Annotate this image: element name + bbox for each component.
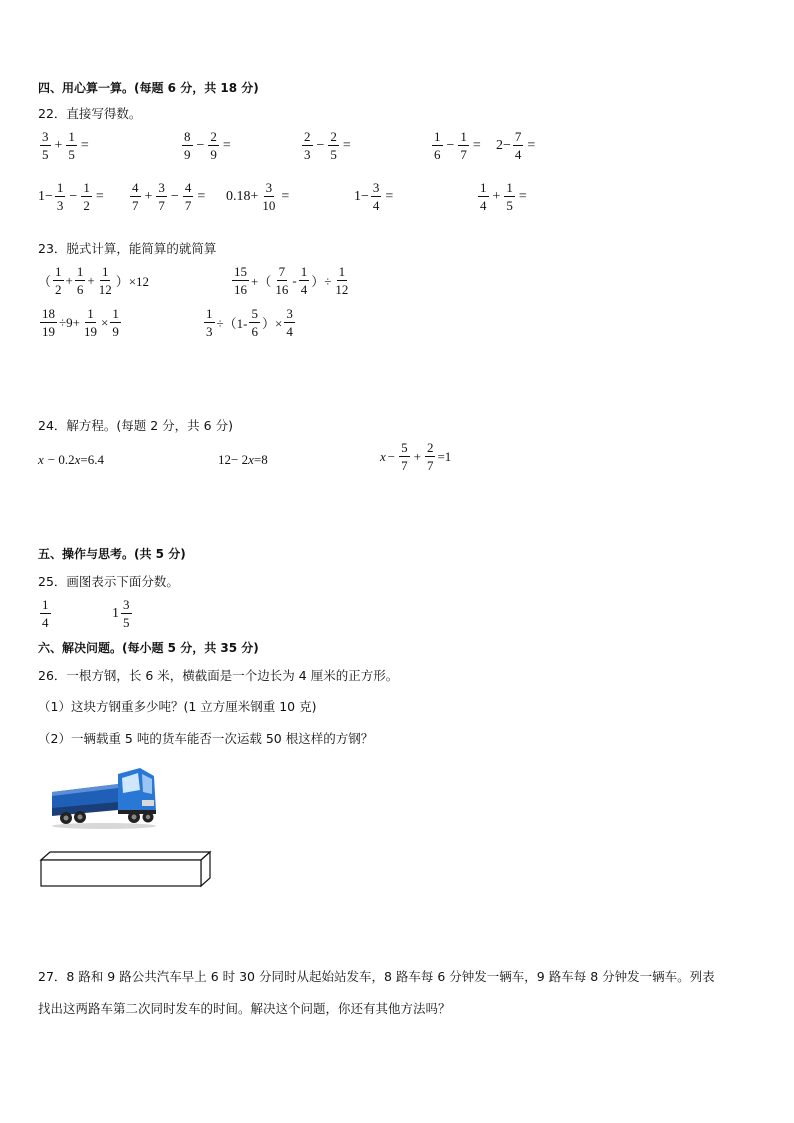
fraction: $\frac{18}{19}$ [42,306,55,339]
q26-part-2: （2）一辆载重 5 吨的货车能否一次运载 50 根这样的方钢？ [38,731,374,746]
fraction: $\frac{1}{7}$ [460,129,467,162]
fraction: $\frac{8}{9}$ [184,129,191,162]
fraction: $\frac{1}{12}$ [98,264,112,297]
q22-expr-6: 1− $\frac{1}{3}$ − $\frac{1}{2}$ = [38,180,104,213]
q22-expr-9: 1− $\frac{3}{4}$ = [354,180,394,213]
fraction: $\frac{3}{7}$ [158,180,165,213]
q22-expr-5: 2− $\frac{7}{4}$ = [496,129,536,162]
q25-mixed-number: 1 $\frac{3}{5}$ [112,597,130,630]
fraction: $\frac{1}{4}$ [300,264,308,297]
q27-line-1: 27．8 路和 9 路公共汽车早上 6 时 30 分同时从起始站发车，8 路车每 6 分钟发一辆车，9 路车每 8 分钟发一辆车。列表 [38,969,715,984]
q22-expr-8: 0.18+ $\frac{3}{10}$ = [226,180,290,213]
fraction: $\frac{1}{6}$ [76,264,84,297]
fraction: $\frac{3}{4}$ [372,180,380,213]
section-6-title: 六、解决问题。(每小题 5 分，共 35 分) [38,641,259,655]
q27-line-2: 找出这两路车第二次同时发车的时间。解决这个问题，你还有其他方法吗？ [38,1001,451,1016]
fraction: $\frac{1}{3}$ [56,180,64,213]
q24-equation-3: x − $\frac{5}{7}$ + $\frac{2}{7}$ =1 [380,440,452,473]
fraction: $\frac{4}{7}$ [184,180,192,213]
q23-expr-2: $\frac{15}{16}$ +（ $\frac{7}{16}$ - $\frac{1}{4}$ ）÷ $\frac{1}{12}$ [234,264,349,297]
fraction: $\frac{7}{16}$ [275,264,289,297]
q26-label: 26．一根方钢，长 6 米，横截面是一个边长为 4 厘米的正方形。 [38,668,399,683]
fraction: $\frac{15}{16}$ [234,264,247,297]
fraction: $\frac{1}{4}$ [480,180,487,213]
q24-equation-1: x − 0.2 x =6.4 [38,452,104,467]
truck-image [48,762,160,830]
fraction: $\frac{1}{12}$ [335,264,349,297]
section-4-title: 四、用心算一算。(每题 6 分，共 18 分) [38,81,259,95]
fraction: $\frac{1}{2}$ [83,180,90,213]
q22-expr-10: $\frac{1}{4}$ + $\frac{1}{5}$ = [480,180,527,213]
q22-expr-7: $\frac{4}{7}$ + $\frac{3}{7}$ − $\frac{4}{7}$ = [132,180,206,213]
q22-expr-1: $\frac{3}{5}$ + $\frac{1}{5}$ = [42,129,89,162]
q22-expr-3: $\frac{2}{3}$ − $\frac{2}{5}$ = [304,129,351,162]
fraction: $\frac{1}{6}$ [434,129,441,162]
fraction: $\frac{2}{3}$ [304,129,311,162]
fraction: $\frac{3}{5}$ [42,129,49,162]
q24-equation-2: 12− 2 x =8 [218,452,268,467]
truck-grille [142,800,154,806]
fraction: $\frac{1}{2}$ [55,264,62,297]
fraction: $\frac{3}{10}$ [262,180,276,213]
fraction: $\frac{2}{7}$ [426,440,434,473]
fraction: $\frac{2}{9}$ [210,129,217,162]
q25-fraction-1 [38,598,53,629]
steel-bar-image [38,850,214,890]
fraction: $\frac{1}{9}$ [112,306,119,339]
q23-label: 23．脱式计算，能简算的就简算 [38,241,217,256]
fraction: $\frac{2}{5}$ [330,129,337,162]
fraction: $\frac{4}{7}$ [132,180,139,213]
fraction: $\frac{1}{5}$ [506,180,513,213]
fraction: $\frac{1}{5}$ [68,129,75,162]
q25-label: 25．画图表示下面分数。 [38,574,179,589]
section-5-title: 五、操作与思考。(共 5 分) [38,547,186,561]
fraction: $\frac{1}{19}$ [83,306,97,339]
fraction: $\frac{1}{4}$ [42,597,49,630]
q24-label: 24．解方程。(每题 2 分，共 6 分) [38,418,233,433]
fraction: $\frac{1}{3}$ [206,306,213,339]
fraction: $\frac{5}{7}$ [401,440,408,473]
q22-expr-2: $\frac{8}{9}$ − $\frac{2}{9}$ = [184,129,231,162]
q22-label: 22．直接写得数。 [38,106,142,121]
q23-expr-4: $\frac{1}{3}$ ÷（1- $\frac{5}{6}$ ）× $\frac{3}{4}$ [206,306,293,339]
fraction: $\frac{7}{4}$ [514,129,522,162]
fraction: $\frac{5}{6}$ [251,306,258,339]
fraction: $\frac{3}{4}$ [286,306,293,339]
q26-part-1: （1）这块方钢重多少吨？(1 立方厘米钢重 10 克) [38,699,317,714]
q23-expr-1: （ $\frac{1}{2}$ + $\frac{1}{6}$ + $\frac{1}{12}$ ）×12 [38,264,150,297]
q23-expr-3: $\frac{18}{19}$ ÷9+ $\frac{1}{19}$ × $\frac{1}{9}$ [42,306,119,339]
q22-expr-4: $\frac{1}{6}$ − $\frac{1}{7}$ = [434,129,481,162]
fraction: $\frac{3}{5}$ [123,597,130,630]
